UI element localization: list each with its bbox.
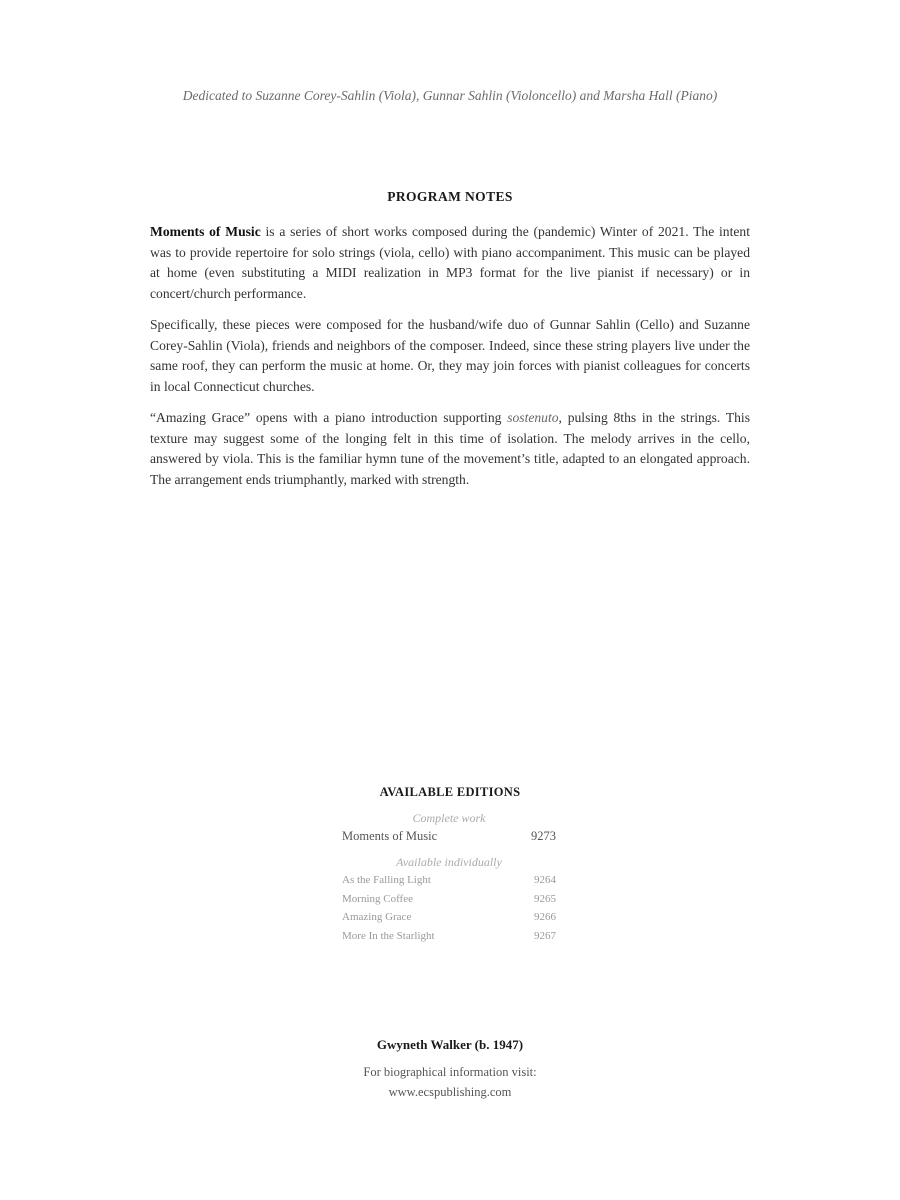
edition-number: 9267 (534, 929, 556, 942)
bio-info (0, 1062, 900, 1102)
edition-number: 9265 (534, 892, 556, 905)
work-title: Moments of Music (150, 224, 261, 239)
composer-name: Gwyneth Walker (b. 1947) (376, 1037, 524, 1052)
edition-title: More In the Starlight (342, 929, 435, 942)
sostenuto-term: sostenuto (507, 410, 559, 425)
edition-title: Morning Coffee (342, 892, 413, 905)
edition-title: As the Falling Light (342, 874, 431, 886)
notes-paragraph-3-start: “Amazing Grace” opens with a piano introduction supporting (150, 410, 508, 425)
bio-line: For biographical information visit: (363, 1065, 537, 1079)
edition-row (342, 927, 556, 946)
notes-paragraph-2: Specifically, these pieces were composed for the husband/wife duo of Gunnar Sahlin (Cello) and Suzanne Corey-Sahlin (Viola), friends and neighbors of the composer. Indeed, since these string players live under the same roof, they can perform the music at home. Or, they may join forces with pianist colleagues for concerts in local Connecticut churches. (150, 317, 750, 394)
edition-row (342, 890, 556, 909)
program-notes (150, 222, 750, 501)
notes-paragraph-3 (150, 408, 750, 490)
program-notes-heading: PROGRAM NOTES (387, 189, 513, 204)
complete-work-label: Complete work (412, 811, 486, 825)
editions-list (342, 810, 556, 945)
notes-paragraph-1-text: is a series of short works composed during the (pandemic) Winter of 2021. The intent was to provide repertoire for solo strings (viola, cello) with piano accompaniment. This music can be played at home (even substituting a MIDI realization in MP3 format for the live pianist if necessary) or in concert/church performance. (150, 224, 750, 301)
edition-row (342, 827, 556, 846)
notes-paragraph-3-end: , pulsing 8ths in the strings. This texture may suggest some of the longing felt in this time of isolation. The melody arrives in the cello, answered by viola. This is the familiar hymn tune of the movement’s title, adapted to an elongated approach. The arrangement ends triumphantly, marked with strength. (150, 410, 750, 487)
edition-row (342, 908, 556, 927)
editions-heading: AVAILABLE EDITIONS (379, 785, 521, 799)
edition-number: 9273 (531, 829, 556, 843)
dedication: Dedicated to Suzanne Corey-Sahlin (Viola), Gunnar Sahlin (Violoncello) and Marsha Hall (Piano) (182, 88, 718, 103)
notes-paragraph-1 (150, 222, 750, 304)
edition-number: 9266 (534, 911, 556, 923)
edition-number: 9264 (534, 874, 556, 886)
individual-label: Available individually (396, 855, 502, 869)
edition-title: Moments of Music (342, 829, 438, 843)
publisher-link[interactable]: www.ecspublishing.com (388, 1085, 512, 1099)
edition-row (342, 871, 556, 890)
edition-title: Amazing Grace (342, 911, 412, 923)
